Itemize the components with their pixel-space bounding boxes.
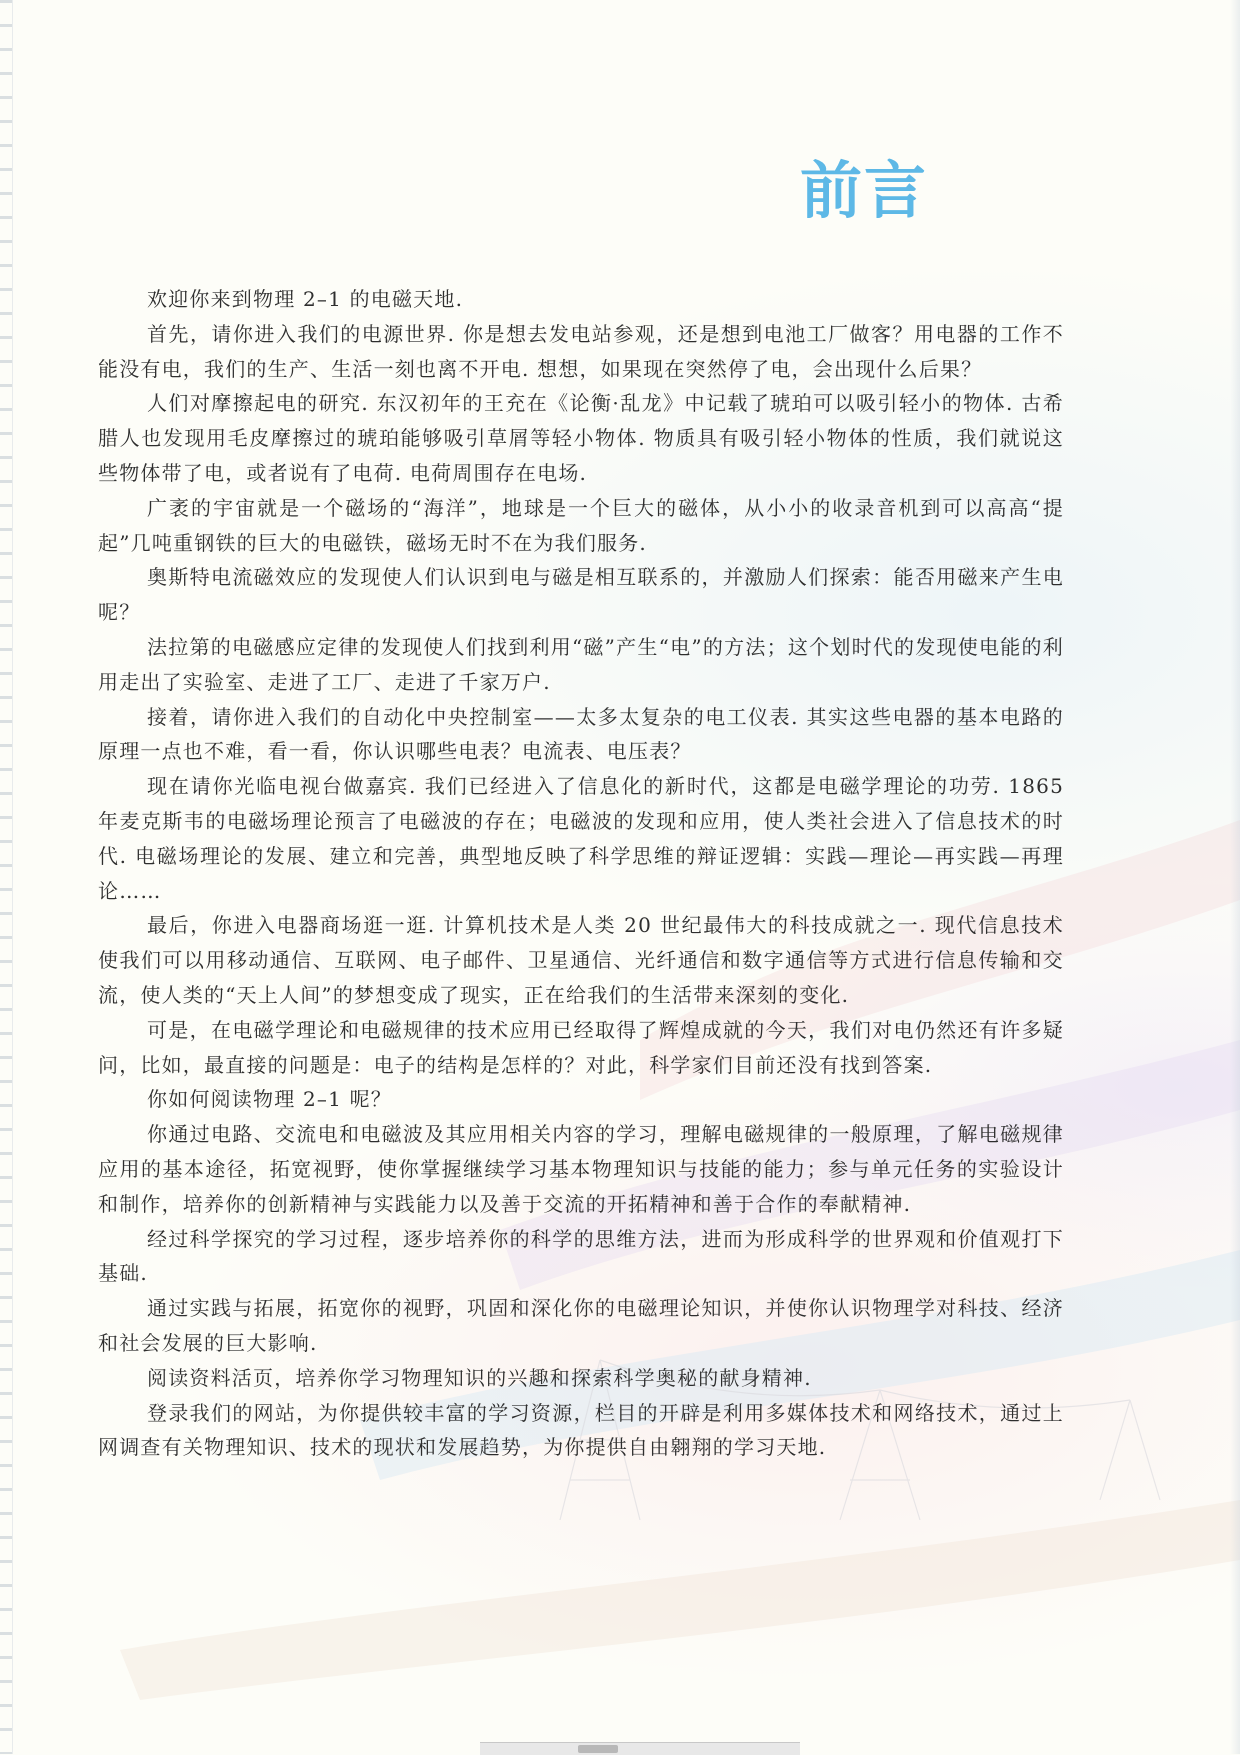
paragraph: 广袤的宇宙就是一个磁场的“海洋”，地球是一个巨大的磁体，从小小的收录音机到可以高高“提起”几吨重钢铁的巨大的电磁铁，磁场无时不在为我们服务. <box>98 495 1064 555</box>
paragraph: 可是，在电磁学理论和电磁规律的技术应用已经取得了辉煌成就的今天，我们对电仍然还有许多疑问，比如，最直接的问题是：电子的结构是怎样的？对此，科学家们目前还没有找到答案. <box>98 1017 1064 1077</box>
paragraph: 你如何阅读物理 2–1 呢？ <box>147 1087 392 1112</box>
paragraph: 欢迎你来到物理 2–1 的电磁天地. <box>147 287 464 311</box>
paragraph: 登录我们的网站，为你提供较丰富的学习资源，栏目的开辟是利用多媒体技术和网络技术，通过上网调查有关物理知识、技术的现状和发展趋势，为你提供自由翱翔的学习天地. <box>98 1400 1064 1460</box>
page-footer-mark <box>578 1745 618 1753</box>
binding-edge <box>0 0 13 1754</box>
paragraph: 人们对摩擦起电的研究. 东汉初年的王充在《论衡·乱龙》中记载了琥珀可以吸引轻小的物体. 古希腊人也发现用毛皮摩擦过的琥珀能够吸引草屑等轻小物体. 物质具有吸引轻小物体的性质，我们就说这些物体带了电，或者说有了电荷. 电荷周围存在电场. <box>98 391 1064 485</box>
paragraph: 通过实践与拓展，拓宽你的视野，巩固和深化你的电磁理论知识，并使你认识物理学对科技、经济和社会发展的巨大影响. <box>98 1296 1064 1355</box>
page-footer-tab <box>480 1742 800 1755</box>
paragraph: 现在请你光临电视台做嘉宾. 我们已经进入了信息化的新时代，这都是电磁学理论的功劳. 1865 年麦克斯韦的电磁场理论预言了电磁波的存在；电磁波的发现和应用，使人类社会进入了信息技术的时代. 电磁场理论的发展、建立和完善，典型地反映了科学思维的辩证逻辑：实践—理论—再实践—再理论…… <box>98 774 1064 903</box>
paragraph: 法拉第的电磁感应定律的发现使人们找到利用“磁”产生“电”的方法；这个划时代的发现使电能的利用走出了实验室、走进了工厂、走进了千家万户. <box>98 634 1064 694</box>
paragraph: 阅读资料活页，培养你学习物理知识的兴趣和探索科学奥秘的献身精神. <box>147 1365 812 1390</box>
page-title: 前言 <box>800 153 929 227</box>
paragraph: 奥斯特电流磁效应的发现使人们认识到电与磁是相互联系的，并激励人们探索：能否用磁来产生电呢？ <box>98 565 1064 625</box>
paragraph: 最后，你进入电器商场逛一逛. 计算机技术是人类 20 世纪最伟大的科技成就之一. 现代信息技术使我们可以用移动通信、互联网、电子邮件、卫星通信、光纤通信和数字通信等方式进行信息传输和交流，使人类的“天上人间”的梦想变成了现实，正在给我们的生活带来深刻的变化. <box>98 913 1064 1007</box>
paragraph: 首先，请你进入我们的电源世界. 你是想去发电站参观，还是想到电池工厂做客？用电器的工作不能没有电，我们的生产、生活一刻也离不开电. 想想，如果现在突然停了电，会出现什么后果？ <box>98 321 1064 381</box>
paragraph: 你通过电路、交流电和电磁波及其应用相关内容的学习，理解电磁规律的一般原理，了解电磁规律应用的基本途径，拓宽视野，使你掌握继续学习基本物理知识与技能的能力；参与单元任务的实验设计和制作，培养你的创新精神与实践能力以及善于交流的开拓精神和善于合作的奉献精神. <box>98 1122 1064 1216</box>
paragraph: 经过科学探究的学习过程，逐步培养你的科学的思维方法，进而为形成科学的世界观和价值观打下基础. <box>98 1226 1064 1286</box>
preface-body <box>98 282 1064 1465</box>
paragraph: 接着，请你进入我们的自动化中央控制室——太多太复杂的电工仪表. 其实这些电器的基本电路的原理一点也不难，看一看，你认识哪些电表？电流表、电压表？ <box>98 704 1064 764</box>
page-right-edge <box>1230 0 1240 1754</box>
